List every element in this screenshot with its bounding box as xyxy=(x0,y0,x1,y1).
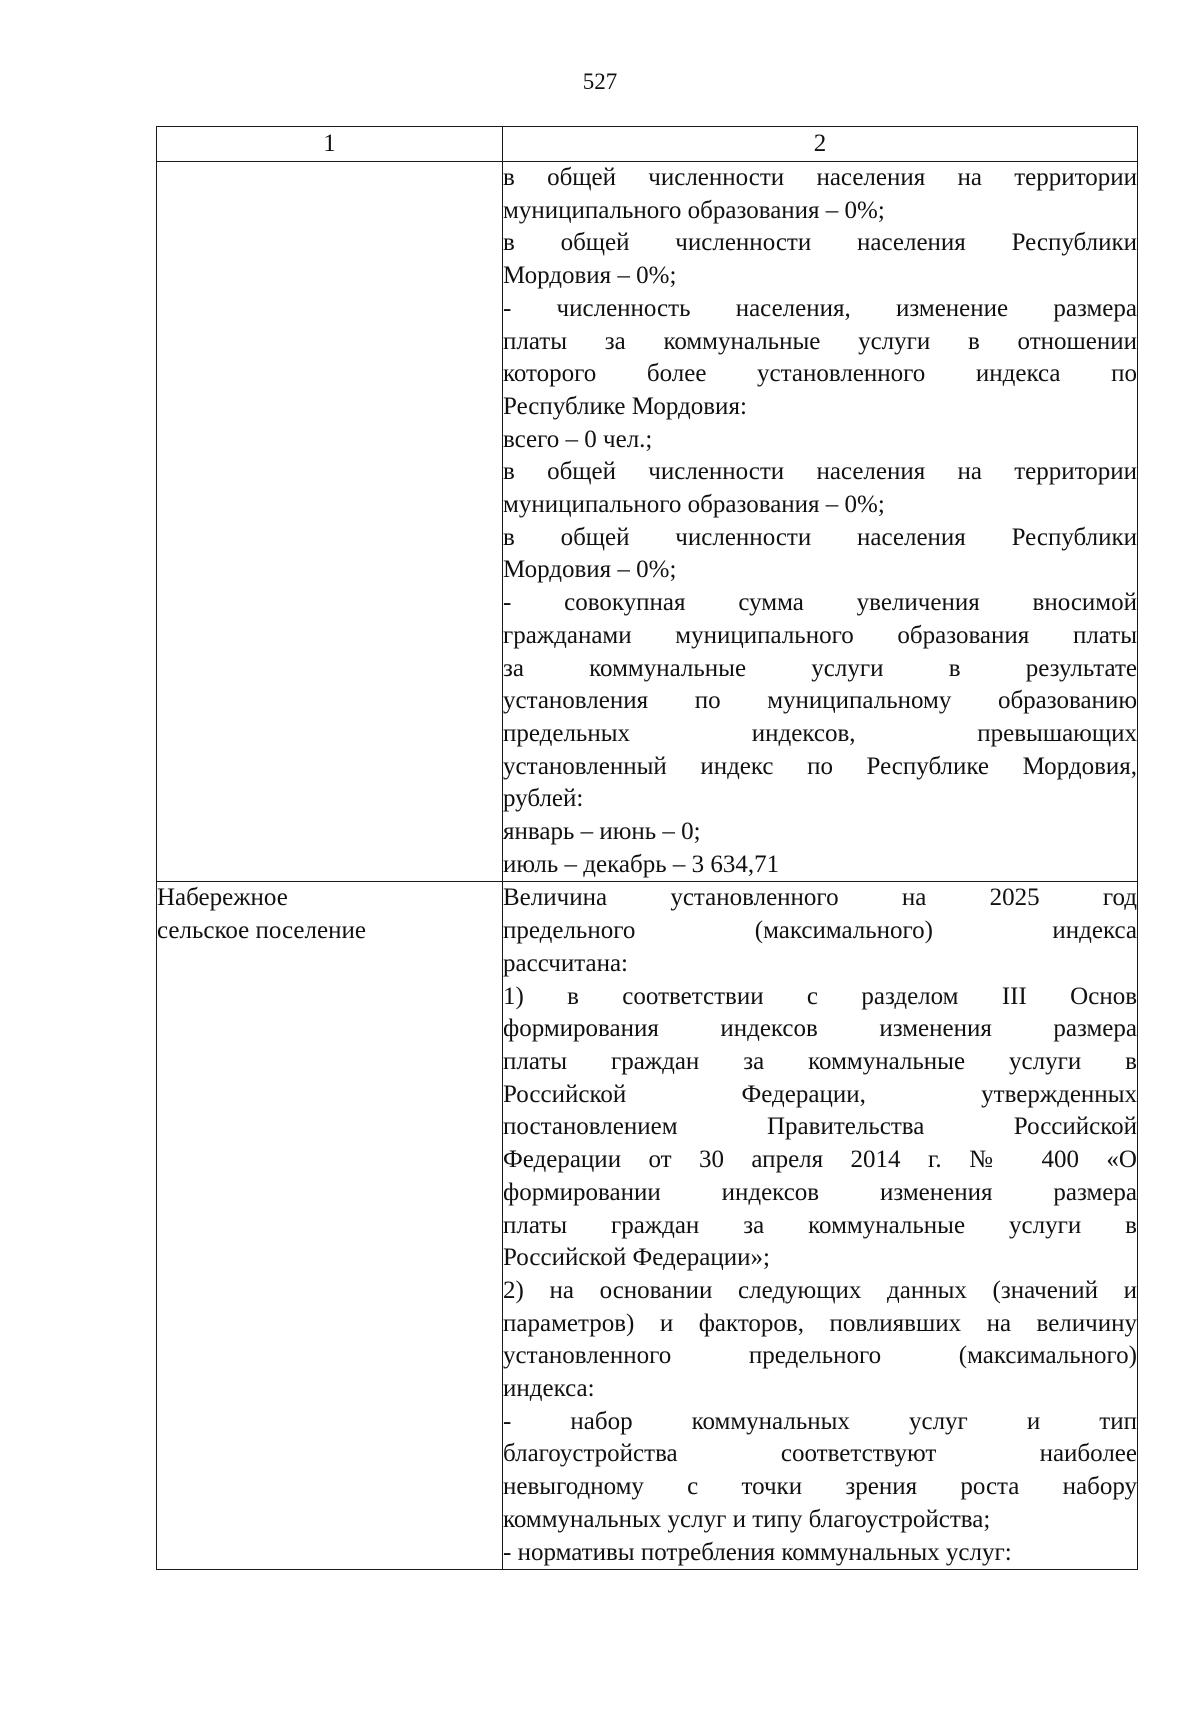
text-line: гражданами муниципального образования платы xyxy=(503,621,1137,649)
text-line: формировании индексов изменения размера xyxy=(503,1178,1137,1206)
data-table xyxy=(156,126,1138,1570)
municipality-name-line: сельское поселение xyxy=(157,917,366,945)
municipality-name-line: Набережное xyxy=(157,884,288,912)
text-line: в общей численности населения Республики xyxy=(503,523,1137,551)
text-line: невыгодному с точки зрения роста набору xyxy=(503,1473,1137,1501)
column-header-2: 2 xyxy=(503,127,1138,162)
text-line: Мордовия – 0%; xyxy=(503,262,677,290)
text-line: - набор коммунальных услуг и тип xyxy=(503,1407,1137,1435)
column-header-1: 1 xyxy=(157,127,503,162)
table-row xyxy=(157,162,1138,882)
text-line: муниципального образования – 0%; xyxy=(503,491,885,519)
text-line: постановлением Правительства Российской xyxy=(503,1113,1137,1141)
description-cell xyxy=(503,882,1138,1570)
table-header-row xyxy=(157,127,1138,162)
text-line: - численность населения, изменение размера xyxy=(503,294,1137,322)
text-line: индекса: xyxy=(503,1375,595,1403)
text-line: установленный индекс по Республике Мордовия, xyxy=(503,752,1137,780)
table-row xyxy=(157,882,1138,1570)
text-line: за коммунальные услуги в результате xyxy=(503,654,1137,682)
text-line: Российской Федерации»; xyxy=(503,1244,770,1272)
municipality-cell xyxy=(157,882,503,1570)
text-line: предельных индексов, превышающих xyxy=(503,719,1137,747)
text-line: январь – июнь – 0; xyxy=(503,818,701,846)
text-line: коммунальных услуг и типу благоустройства; xyxy=(503,1505,991,1533)
text-line: благоустройства соответствуют наиболее xyxy=(503,1440,1137,1468)
text-line: в общей численности населения Республики xyxy=(503,229,1137,257)
text-line: Величина установленного на 2025 год xyxy=(503,884,1137,912)
text-line: платы за коммунальные услуги в отношении xyxy=(503,327,1137,355)
page-number: 527 xyxy=(582,69,618,94)
text-line: платы граждан за коммунальные услуги в xyxy=(503,1047,1137,1075)
text-line: в общей численности населения на территории xyxy=(503,458,1137,486)
text-line: июль – декабрь – 3 634,71 xyxy=(503,850,780,878)
text-line: установленного предельного (максимального) xyxy=(503,1342,1137,1370)
description-cell xyxy=(503,162,1138,882)
text-line: параметров) и факторов, повлиявших на величину xyxy=(503,1309,1137,1337)
text-line: - совокупная сумма увеличения вносимой xyxy=(503,589,1137,617)
text-line: Мордовия – 0%; xyxy=(503,556,677,584)
text-line: 1) в соответствии с разделом III Основ xyxy=(503,982,1137,1010)
text-line: Республике Мордовия: xyxy=(503,392,747,420)
text-line: рассчитана: xyxy=(503,949,628,977)
text-line: которого более установленного индекса по xyxy=(503,360,1137,388)
text-line: предельного (максимального) индекса xyxy=(503,917,1137,945)
text-line: всего – 0 чел.; xyxy=(503,425,653,453)
text-line: 2) на основании следующих данных (значений и xyxy=(503,1276,1137,1304)
text-line: установления по муниципальному образованию xyxy=(503,687,1137,715)
text-line: в общей численности населения на территории xyxy=(503,164,1137,191)
municipality-cell xyxy=(157,162,503,882)
text-line: рублей: xyxy=(503,785,584,813)
text-line: - нормативы потребления коммунальных услуг: xyxy=(503,1538,1012,1566)
text-line: Российской Федерации, утвержденных xyxy=(503,1080,1137,1108)
text-line: формирования индексов изменения размера xyxy=(503,1015,1137,1043)
text-line: Федерации от 30 апреля 2014 г. № 400 «О xyxy=(503,1146,1137,1174)
text-line: муниципального образования – 0%; xyxy=(503,196,885,224)
text-line: платы граждан за коммунальные услуги в xyxy=(503,1211,1137,1239)
